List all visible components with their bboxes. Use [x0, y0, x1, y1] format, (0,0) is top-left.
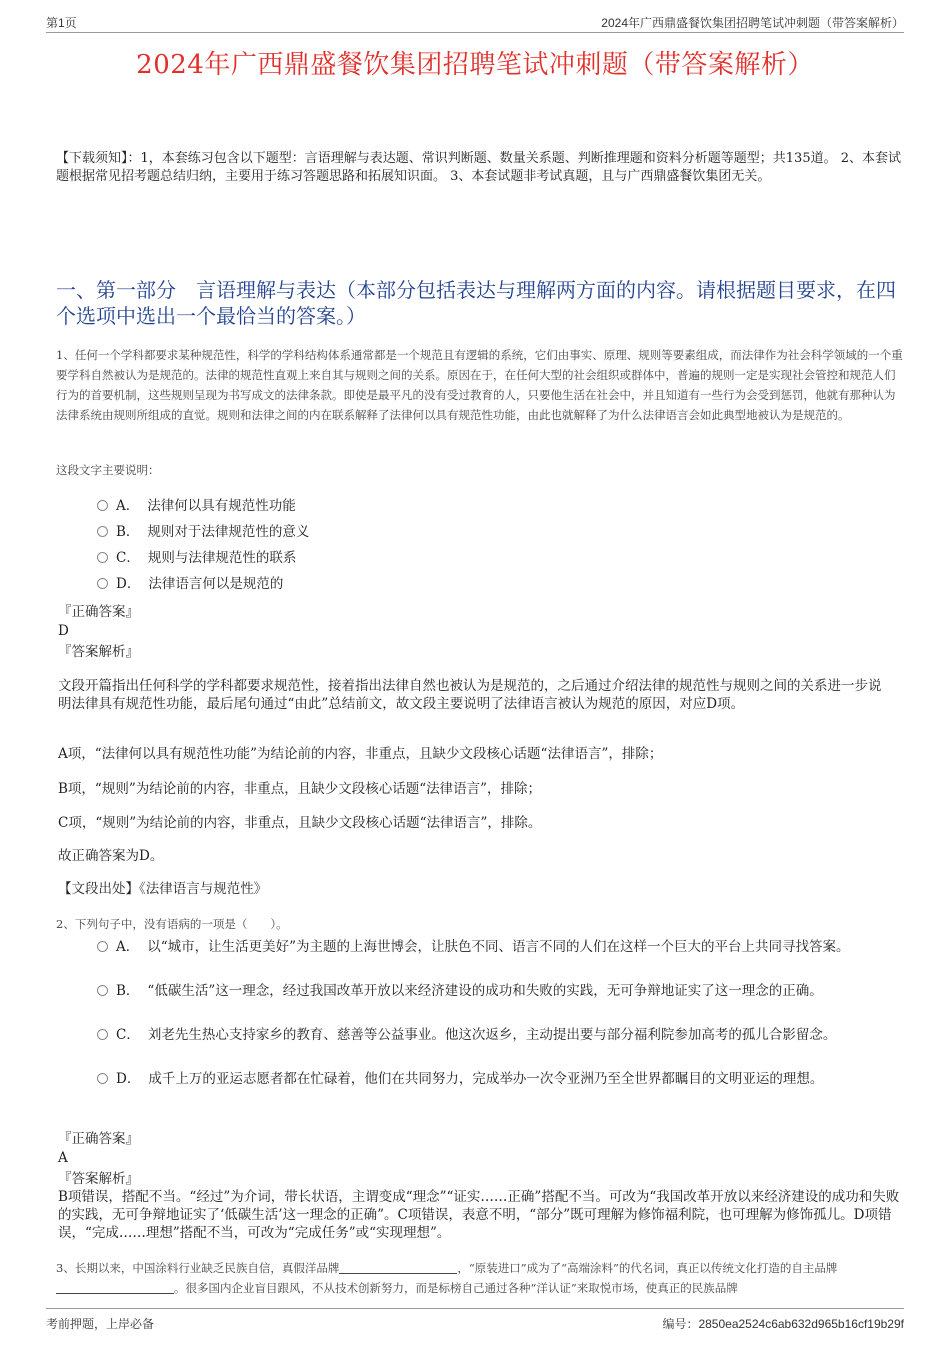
q1-analysis-main: 文段开篇指出任何科学的学科都要求规范性，接着指出法律自然也被认为是规范的，之后通过介绍法律的规范性与规则之间的关系进一步说明法律具有规范性功能，最后尾句通过“由此”总结前文，故文段主要说明了法律语言被认为规范的原因，对应D项。: [58, 678, 882, 712]
q2-analysis: B项错误，搭配不当。“经过”为介词，带长状语，主谓变成“理念”“证实……正确”搭配不当。可改为“我国改革开放以来经济建设的成功和失败的实践，无可争辩地证实了‘低碳生活’这一理念的正确”。C项错误，表意不明，“部分”既可理解为修饰福利院，也可理解为修饰孤儿。D项错误，“完成……理想”搭配不当，可改为“完成任务”或“实现理想”。: [58, 1189, 900, 1241]
q1-analysis-c: C项，“规则”为结论前的内容，非重点，且缺少文段核心话题“法律语言”，排除。: [58, 815, 542, 831]
q1-option-c[interactable]: C． 规则与法律规范性的联系: [97, 549, 897, 567]
q2-option-d[interactable]: D． 成千上万的亚运志愿者都在忙碌着，他们在共同努力，完成举办一次令亚洲乃至全世界都瞩目的文明亚运的理想。: [97, 1070, 897, 1088]
q2-stem: 2、下列句子中，没有语病的一项是（ ）。: [56, 917, 288, 931]
q2-option-c[interactable]: C． 刘老先生热心支持家乡的教育、慈善等公益事业。他这次返乡，主动提出要与部分福利院参加高考的孤儿合影留念。: [97, 1026, 897, 1044]
radio-icon[interactable]: [97, 1029, 108, 1040]
radio-icon[interactable]: [97, 526, 108, 537]
q2-option-a[interactable]: A． 以“城市，让生活更美好”为主题的上海世博会，让肤色不同、语言不同的人们在这样一个巨大的平台上共同寻找答案。: [97, 938, 897, 956]
q1-passage: 1、任何一个学科都要求某种规范性，科学的学科结构体系通常都是一个规范且有逻辑的系统，它们由事实、原理、规则等要素组成，而法律作为社会科学领域的一个重要学科自然被认为是规范的。法律的规范性直观上来自其与规则之间的关系。原因在于，在任何大型的社会组织或群体中，普遍的规则一定是实现社会管控和规范人们行为的首要机制，这些规则呈现为书写成文的法律条款。即使是最平凡的没有受过教育的人，只要他生活在社会中，并且知道有一些行为会受到惩罚，他就有那种认为法律系统由规则所组成的直觉。规则和法律之间的内在联系解释了法律何以具有规范性功能，由此也就解释了为什么法律语言会如此典型地被认为是规范的。: [56, 348, 903, 422]
q1-analysis-a: A项，“法律何以具有规范性功能”为结论前的内容，非重点，且缺少文段核心话题“法律语言”，排除；: [58, 746, 663, 762]
radio-icon[interactable]: [97, 500, 108, 511]
q3-stem: 3、长期以来，中国涂料行业缺乏民族自信，真假洋品牌 ，“原装进口”成为了“高端涂料”的代名词，真正以传统文化打造的自主品牌。很多国内企业盲目跟风，不从技术创新努力，而是标榜自己通过各种“洋认证”来取悦市场，使真正的民族品牌: [56, 1261, 838, 1295]
radio-icon[interactable]: [97, 941, 108, 952]
section-heading: 一、第一部分 言语理解与表达（本部分包括表达与理解两方面的内容。请根据题目要求，在四个选项中选出一个最恰当的答案。）: [56, 278, 896, 328]
page-title: 2024年广西鼎盛餐饮集团招聘笔试冲刺题（带答案解析）: [136, 50, 814, 80]
page-number: 第1页: [46, 16, 77, 30]
q2-answer: A: [58, 1150, 68, 1166]
q1-source: 【文段出处】《法律语言与规范性》: [58, 881, 268, 897]
download-notice: 【下载须知】：1，本套练习包含以下题型：言语理解与表达题、常识判断题、数量关系题、判断推理题和资料分析题等题型；共135道。 2、本套试题根据常见招考题总结归纳，主要用于练习答题思路和拓展知识面。 3、本套试题非考试真题，且与广西鼎盛餐饮集团无关。: [56, 151, 901, 184]
radio-icon[interactable]: [97, 578, 108, 589]
footer-slogan: 考前押题，上岸必备: [46, 1317, 155, 1331]
q2-analysis-label: 『答案解析』: [58, 1171, 139, 1187]
header-divider: [46, 32, 904, 33]
header-doc-title: 2024年广西鼎盛餐饮集团招聘笔试冲刺题（带答案解析）: [601, 16, 904, 30]
q2-option-b[interactable]: B． “低碳生活”这一理念，经过我国改革开放以来经济建设的成功和失败的实践，无可争辩地证实了这一理念的正确。: [97, 982, 897, 1000]
q1-conclusion: 故正确答案为D。: [58, 848, 164, 864]
radio-icon[interactable]: [97, 985, 108, 996]
q1-analysis-label: 『答案解析』: [58, 644, 139, 660]
q1-option-b[interactable]: B． 规则对于法律规范性的意义: [97, 523, 897, 541]
q1-analysis-b: B项，“规则”为结论前的内容，非重点，且缺少文段核心话题“法律语言”，排除；: [58, 781, 542, 797]
q1-prompt: 这段文字主要说明：: [56, 463, 160, 477]
radio-icon[interactable]: [97, 552, 108, 563]
q1-option-d[interactable]: D． 法律语言何以是规范的: [97, 575, 897, 593]
radio-icon[interactable]: [97, 1073, 108, 1084]
blank-1[interactable]: [339, 1261, 457, 1274]
blank-2[interactable]: [56, 1281, 174, 1294]
q2-answer-label: 『正确答案』: [58, 1131, 139, 1147]
footer-code: 编号：2850ea2524c6ab632d965b16cf19b29f: [662, 1317, 904, 1331]
footer-divider: [46, 1308, 904, 1309]
q1-option-a[interactable]: A． 法律何以具有规范性功能: [97, 497, 897, 515]
q1-answer-label: 『正确答案』: [58, 604, 139, 620]
q1-answer: D: [58, 623, 69, 639]
